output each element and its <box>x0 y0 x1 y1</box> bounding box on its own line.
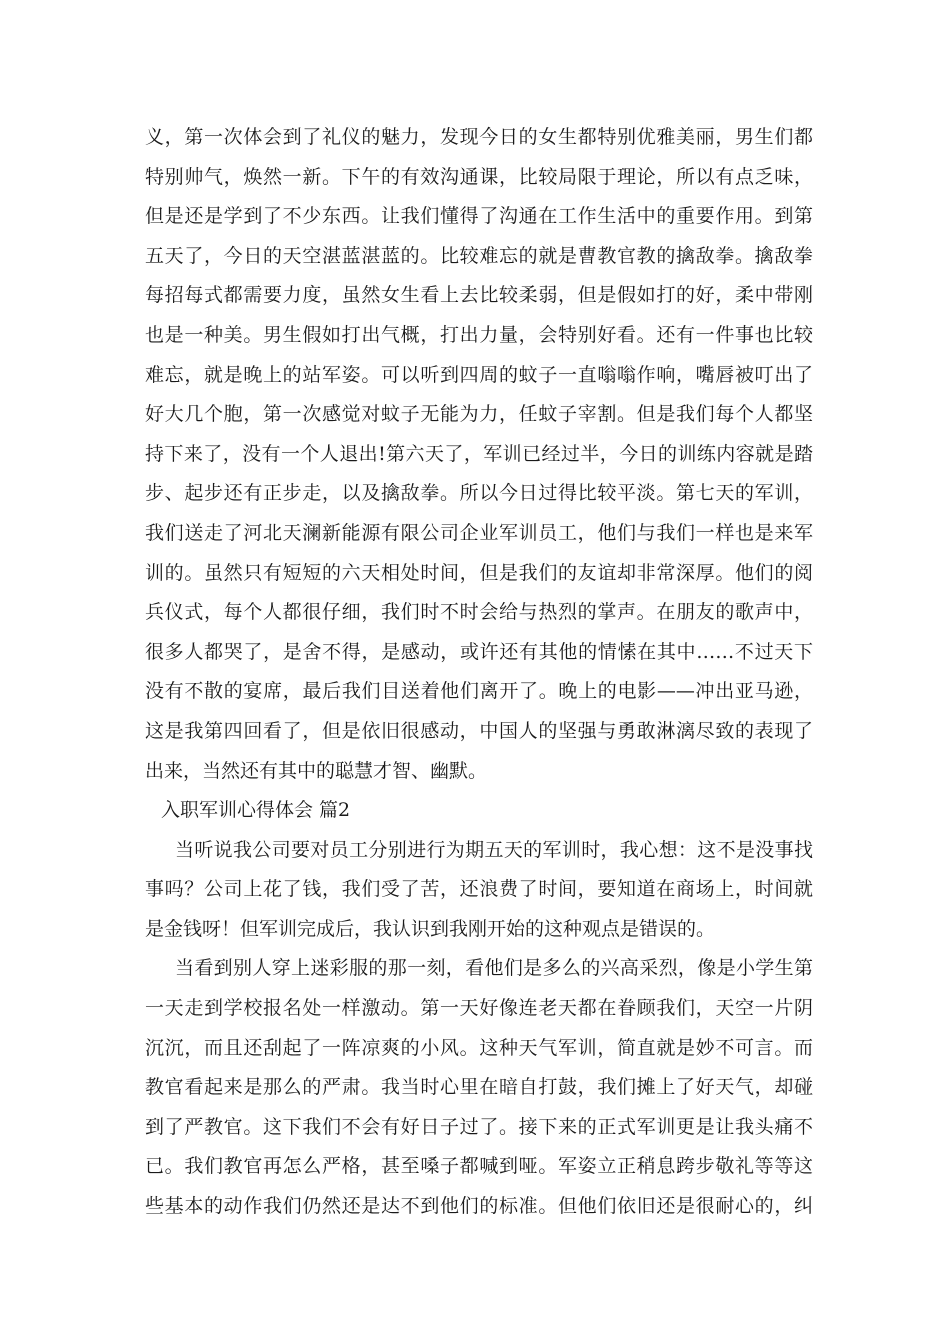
paragraph-1 <box>145 118 813 791</box>
text-line: 训的。虽然只有短短的六天相处时间，但是我们的友谊却非常深厚。他们的阅 <box>145 561 813 584</box>
text-line: 当看到别人穿上迷彩服的那一刻，看他们是多么的兴高采烈，像是小学生第 <box>175 957 813 980</box>
text-line: 教官看起来是那么的严肃。我当时心里在暗自打鼓，我们摊上了好天气，却碰 <box>145 1076 813 1099</box>
text-line: 步、起步还有正步走，以及擒敌拳。所以今日过得比较平淡。第七天的军训， <box>145 482 813 505</box>
text-line: 到了严教官。这下我们不会有好日子过了。接下来的正式军训更是让我头痛不 <box>145 1115 813 1138</box>
text-line: 好大几个胞，第一次感觉对蚊子无能为力，任蚊子宰割。但是我们每个人都坚 <box>145 403 813 426</box>
text-line: 些基本的动作我们仍然还是达不到他们的标准。但他们依旧还是很耐心的，纠 <box>145 1195 813 1218</box>
text-line: 这是我第四回看了，但是依旧很感动，中国人的坚强与勇敢淋漓尽致的表现了 <box>145 719 813 742</box>
text-line: 难忘，就是晚上的站军姿。可以听到四周的蚊子一直嗡嗡作响，嘴唇被叮出了 <box>145 363 813 386</box>
text-line: 事吗？公司上花了钱，我们受了苦，还浪费了时间，要知道在商场上，时间就 <box>145 878 813 901</box>
paragraph-2 <box>145 831 813 950</box>
text-line: 已。我们教官再怎么严格，甚至嗓子都喊到哑。军姿立正稍息跨步敬礼等等这 <box>145 1155 813 1178</box>
text-line: 每招每式都需要力度，虽然女生看上去比较柔弱，但是假如打的好，柔中带刚 <box>145 284 813 307</box>
text-line: 是金钱呀！但军训完成后，我认识到我刚开始的这种观点是错误的。 <box>145 917 716 940</box>
text-line: 但是还是学到了不少东西。让我们懂得了沟通在工作生活中的重要作用。到第 <box>145 205 813 228</box>
text-line: 特别帅气，焕然一新。下午的有效沟通课，比较局限于理论，所以有点乏味， <box>145 165 813 188</box>
text-line: 我们送走了河北天澜新能源有限公司企业军训员工，他们与我们一样也是来军 <box>145 521 813 544</box>
text-line: 兵仪式，每个人都很仔细，我们时不时会给与热烈的掌声。在朋友的歌声中， <box>145 601 813 624</box>
text-line: 义，第一次体会到了礼仪的魅力，发现今日的女生都特别优雅美丽，男生们都 <box>145 126 813 148</box>
text-line: 沉沉，而且还刮起了一阵凉爽的小风。这种天气军训，简直就是妙不可言。而 <box>145 1036 813 1059</box>
text-line: 出来，当然还有其中的聪慧才智、幽默。 <box>145 759 488 782</box>
section-heading: 入职军训心得体会 篇2 <box>161 799 351 822</box>
text-line: 没有不散的宴席，最后我们目送着他们离开了。晚上的电影——冲出亚马逊， <box>145 680 813 703</box>
paragraph-3 <box>145 949 813 1226</box>
text-line: 一天走到学校报名处一样激动。第一天好像连老天都在眷顾我们，天空一片阴 <box>145 997 813 1020</box>
document-body <box>145 118 813 1227</box>
text-line: 持下来了，没有一个人退出!第六天了，军训已经过半，今日的训练内容就是踏 <box>145 442 813 465</box>
text-line: 当听说我公司要对员工分别进行为期五天的军训时，我心想：这不是没事找 <box>175 838 813 861</box>
text-line: 很多人都哭了，是舍不得，是感动，或许还有其他的情愫在其中……不过天下 <box>145 640 813 663</box>
text-line: 五天了，今日的天空湛蓝湛蓝的。比较难忘的就是曹教官教的擒敌拳。擒敌拳 <box>145 244 813 267</box>
text-line: 也是一种美。男生假如打出气概，打出力量，会特别好看。还有一件事也比较 <box>145 323 813 346</box>
